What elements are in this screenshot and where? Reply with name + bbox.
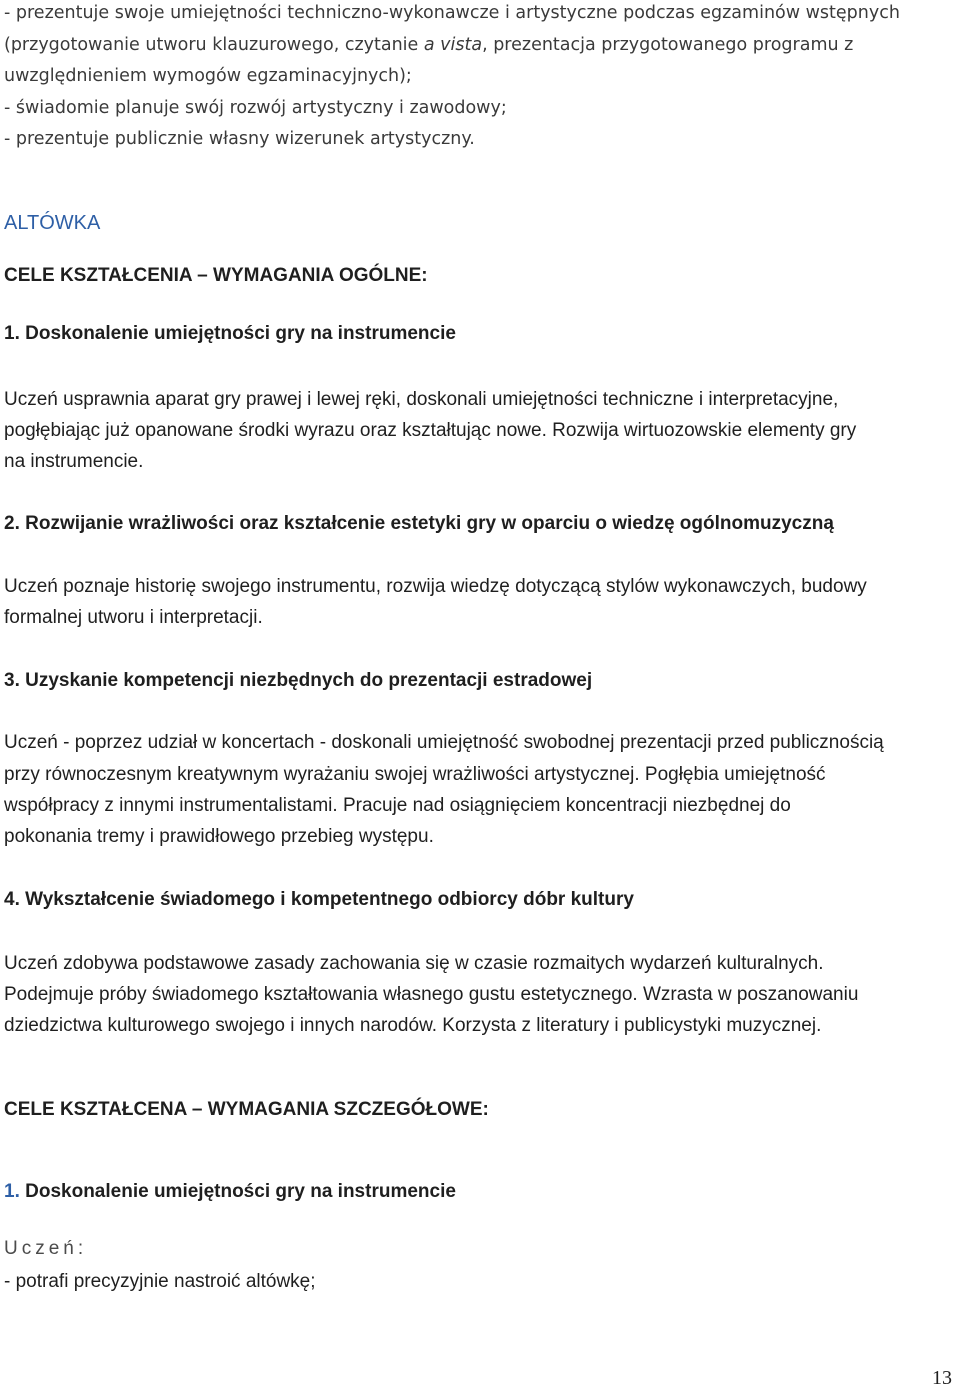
intro-line-1: - prezentuje swoje umiejętności techniczno-wykonawcze i artystyczne podczas egzaminów wstępnych <box>4 3 900 23</box>
general-goal-1-line-1: Uczeń usprawnia aparat gry prawej i lewej ręki, doskonali umiejętności techniczne i interpretacyjne, <box>4 389 839 410</box>
detailed-item-1: - potrafi precyzyjnie nastroić altówkę; <box>4 1271 316 1292</box>
general-goal-2-line-1: Uczeń poznaje historię swojego instrumentu, rozwija wiedzę dotyczącą stylów wykonawczych, budowy <box>4 576 867 597</box>
general-goal-1-line-3: na instrumencie. <box>4 451 144 472</box>
general-goal-3-line-1: Uczeń - poprzez udział w koncertach - doskonali umiejętność swobodnej prezentacji przed publicznością <box>4 732 884 753</box>
intro-line-5: - prezentuje publicznie własny wizerunek artystyczny. <box>4 129 475 149</box>
general-requirements-heading: CELE KSZTAŁCENIA – WYMAGANIA OGÓLNE: <box>4 265 428 286</box>
intro-line-4: - świadomie planuje swój rozwój artystyczny i zawodowy; <box>4 98 507 118</box>
detailed-goal-1-number: 1. <box>4 1181 20 1202</box>
general-goal-3-line-2: przy równoczesnym kreatywnym wyrażaniu swojej wrażliwości artystycznej. Pogłębia umiejętność <box>4 764 826 785</box>
general-goal-2-title: 2. Rozwijanie wrażliwości oraz kształcenie estetyki gry w oparciu o wiedzę ogólnomuzyczną <box>4 513 834 534</box>
section-title: ALTÓWKA <box>4 212 101 234</box>
general-goal-4-line-3: dziedzictwa kulturowego swojego i innych narodów. Korzysta z literatury i publicystyki muzycznej. <box>4 1015 822 1036</box>
general-goal-3-title: 3. Uzyskanie kompetencji niezbędnych do prezentacji estradowej <box>4 670 593 691</box>
detailed-goal-1-title <box>4 1180 456 1204</box>
intro-line-2-italic: a vista <box>423 35 483 55</box>
intro-line-3: uwzględnieniem wymogów egzaminacyjnych); <box>4 66 412 86</box>
intro-line-2 <box>4 33 853 57</box>
general-goal-3-line-4: pokonania tremy i prawidłowego przebieg występu. <box>4 826 434 847</box>
general-goal-4-line-2: Podejmuje próby świadomego kształtowania własnego gustu estetycznego. Wzrasta w poszanowaniu <box>4 984 859 1005</box>
general-goal-4-line-1: Uczeń zdobywa podstawowe zasady zachowania się w czasie rozmaitych wydarzeń kulturalnych. <box>4 953 824 974</box>
general-goal-1-line-2: pogłębiając już opanowane środki wyrazu oraz kształtując nowe. Rozwija wirtuozowskie elementy gry <box>4 420 857 441</box>
general-goal-1-title: 1. Doskonalenie umiejętności gry na instrumencie <box>4 323 456 344</box>
general-goal-2-line-2: formalnej utworu i interpretacji. <box>4 607 263 628</box>
general-goal-3-line-3: współpracy z innymi instrumentalistami. Pracuje nad osiągnięciem koncentracji niezbędnej do <box>4 795 791 816</box>
detailed-goal-1-text: Doskonalenie umiejętności gry na instrumencie <box>19 1181 456 1202</box>
page-number: 13 <box>932 1367 952 1389</box>
student-label: Uczeń: <box>4 1238 88 1259</box>
intro-line-2-c: , prezentacja przygotowanego programu z <box>482 35 854 55</box>
detailed-requirements-heading: CELE KSZTAŁCENA – WYMAGANIA SZCZEGÓŁOWE: <box>4 1099 489 1120</box>
general-goal-4-title: 4. Wykształcenie świadomego i kompetentnego odbiorcy dóbr kultury <box>4 889 634 910</box>
intro-line-2-a: (przygotowanie utworu klauzurowego, czytanie <box>4 35 424 55</box>
